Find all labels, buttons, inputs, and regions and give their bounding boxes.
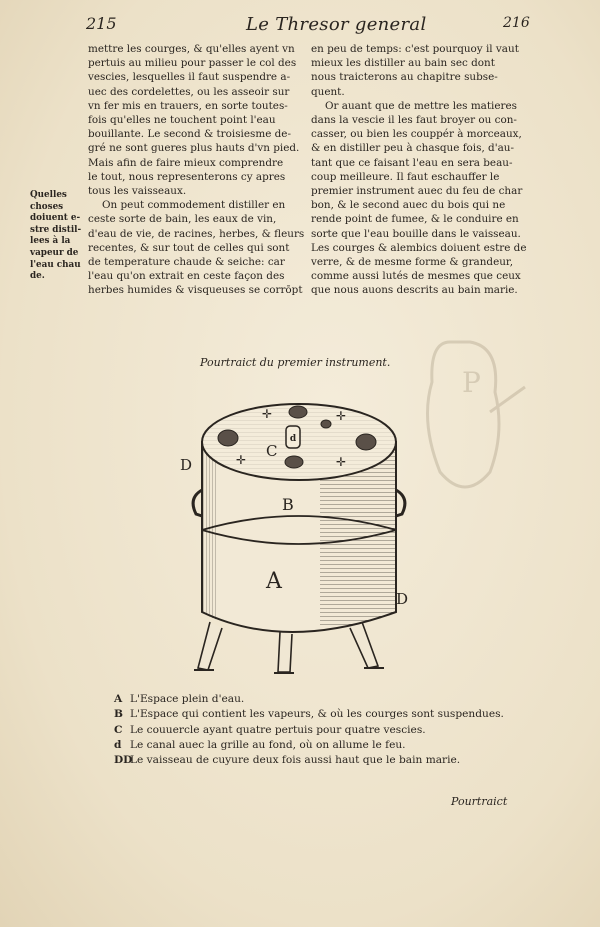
margin-note-line: lees à la	[30, 236, 71, 247]
text-line: de temperature chaude & seiche: car	[88, 256, 285, 269]
text-line: que nous auons descrits au bain marie.	[311, 284, 518, 297]
vessel-lid	[202, 404, 396, 480]
text-line: mieux les distiller au bain sec dont	[311, 57, 495, 70]
text-line: On peut commodement distiller en	[102, 199, 286, 212]
catchword: Pourtraict	[451, 795, 508, 808]
text-line: vn fer mis en trauers, en sorte toutes-	[88, 99, 288, 112]
text-line: herbes humides & visqueuses se corrōpt	[88, 284, 303, 297]
text-line: mettre les courges, & qu'elles ayent vn	[88, 43, 295, 55]
margin-note-line: l'eau chau	[30, 259, 81, 270]
text-line: sorte que l'eau bouille dans le vaisseau.	[311, 227, 521, 240]
legend-text: L'Espace qui contient les vapeurs, & où les courges sont suspendues.	[130, 708, 504, 721]
legend-text: Le canal auec la grille au fond, où on allume le feu.	[130, 738, 406, 751]
text-line: & en distiller peu à chasque fois, d'au-	[311, 142, 514, 155]
woodcut-figure	[170, 380, 430, 680]
text-line: le tout, nous representerons cy apres	[88, 170, 286, 183]
text-line: gré ne sont gueres plus hauts d'vn pied.	[88, 142, 300, 155]
svg-text:P: P	[462, 366, 481, 399]
folio-number-right: 216	[503, 15, 530, 31]
figure-caption: Pourtraict du premier instrument.	[200, 356, 391, 369]
text-line: casser, ou bien les couppér à morceaux,	[311, 128, 522, 141]
margin-note	[30, 190, 85, 283]
text-line: recentes, & sur tout de celles qui sont	[88, 241, 290, 254]
legend-text: Le vaisseau de cuyure deux fois aussi haut que le bain marie.	[130, 754, 461, 767]
text-line: quent.	[311, 85, 345, 98]
legend-text: Le couuercle ayant quatre pertuis pour quatre vescies.	[130, 723, 426, 736]
legend-row	[114, 707, 534, 722]
text-line: en peu de temps: c'est pourquoy il vaut	[311, 43, 519, 55]
label-a: A	[266, 569, 282, 594]
text-line: tous les vaisseaux.	[88, 185, 187, 198]
text-line: ceste sorte de bain, les eaux de vin,	[88, 213, 277, 226]
text-line: uec des cordelettes, ou les asseoir sur	[88, 85, 290, 98]
text-line: coup meilleure. Il faut eschauffer le	[311, 170, 500, 183]
text-line: dans la vescie il les faut broyer ou con-	[311, 114, 517, 127]
text-line: bon, & le second auec du bois qui ne	[311, 199, 506, 212]
instrument-illustration	[170, 380, 430, 680]
legend-key: B	[114, 708, 123, 721]
text-line: verre, & de mesme forme & grandeur,	[311, 256, 514, 269]
margin-note-line: de.	[30, 271, 45, 282]
text-line: comme aussi lutés de mesmes que ceux	[311, 270, 521, 283]
text-line: l'eau qu'on extrait en ceste façon des	[88, 270, 285, 283]
paragraph	[88, 42, 300, 198]
legend-row	[114, 723, 534, 738]
left-column	[88, 42, 305, 298]
legend-row	[114, 738, 534, 753]
legend-text: L'Espace plein d'eau.	[130, 693, 245, 705]
legend-row	[114, 692, 534, 707]
running-title: Le Thresor general	[246, 14, 427, 35]
legend-key: A	[114, 693, 123, 705]
svg-text:✛: ✛	[336, 455, 347, 469]
folio-number-left: 215	[86, 14, 117, 33]
text-line: premier instrument auec du feu de char	[311, 185, 523, 198]
margin-note-line: choses	[30, 201, 64, 212]
text-line: tant que ce faisant l'eau en sera beau-	[311, 156, 513, 169]
label-d-left: D	[180, 456, 193, 474]
legend-key: d	[114, 738, 122, 751]
page-header	[0, 14, 600, 38]
svg-text:✛: ✛	[262, 407, 273, 421]
figure-legend	[114, 692, 534, 768]
text-line: fois qu'elles ne touchent point l'eau	[88, 114, 276, 127]
legend-key: C	[114, 723, 123, 736]
text-line: pertuis au milieu pour passer le col des	[88, 57, 297, 70]
text-line: vescies, lesquelles il faut suspendre a-	[88, 71, 291, 84]
legend-key: DD	[114, 754, 133, 767]
label-b: B	[282, 495, 294, 514]
margin-note-line: doiuent e-	[30, 213, 81, 224]
text-line: nous traicterons au chapitre subse-	[311, 71, 498, 84]
label-d-right: D	[396, 590, 409, 608]
paragraph	[88, 198, 305, 297]
margin-note-line: Quelles	[30, 190, 67, 200]
text-line: Mais afin de faire mieux comprendre	[88, 156, 284, 169]
right-column	[311, 42, 526, 298]
margin-note-line: vapeur de	[30, 247, 79, 258]
text-line: Les courges & alembics doiuent estre de	[311, 241, 527, 254]
margin-note-line: stre distil-	[30, 224, 82, 235]
svg-text:✛: ✛	[236, 453, 247, 467]
label-c: C	[266, 442, 278, 460]
text-line: Or auant que de mettre les matieres	[325, 99, 517, 112]
text-line: bouillante. Le second & troisiesme de-	[88, 128, 291, 141]
text-line: rende point de fumee, & le conduire en	[311, 213, 519, 226]
text-line: d'eau de vie, de racines, herbes, & fleurs	[88, 227, 305, 240]
paragraph	[311, 99, 526, 298]
legend-row	[114, 753, 534, 768]
svg-text:d: d	[289, 434, 297, 444]
svg-text:✛: ✛	[336, 409, 347, 423]
paragraph	[311, 42, 526, 99]
